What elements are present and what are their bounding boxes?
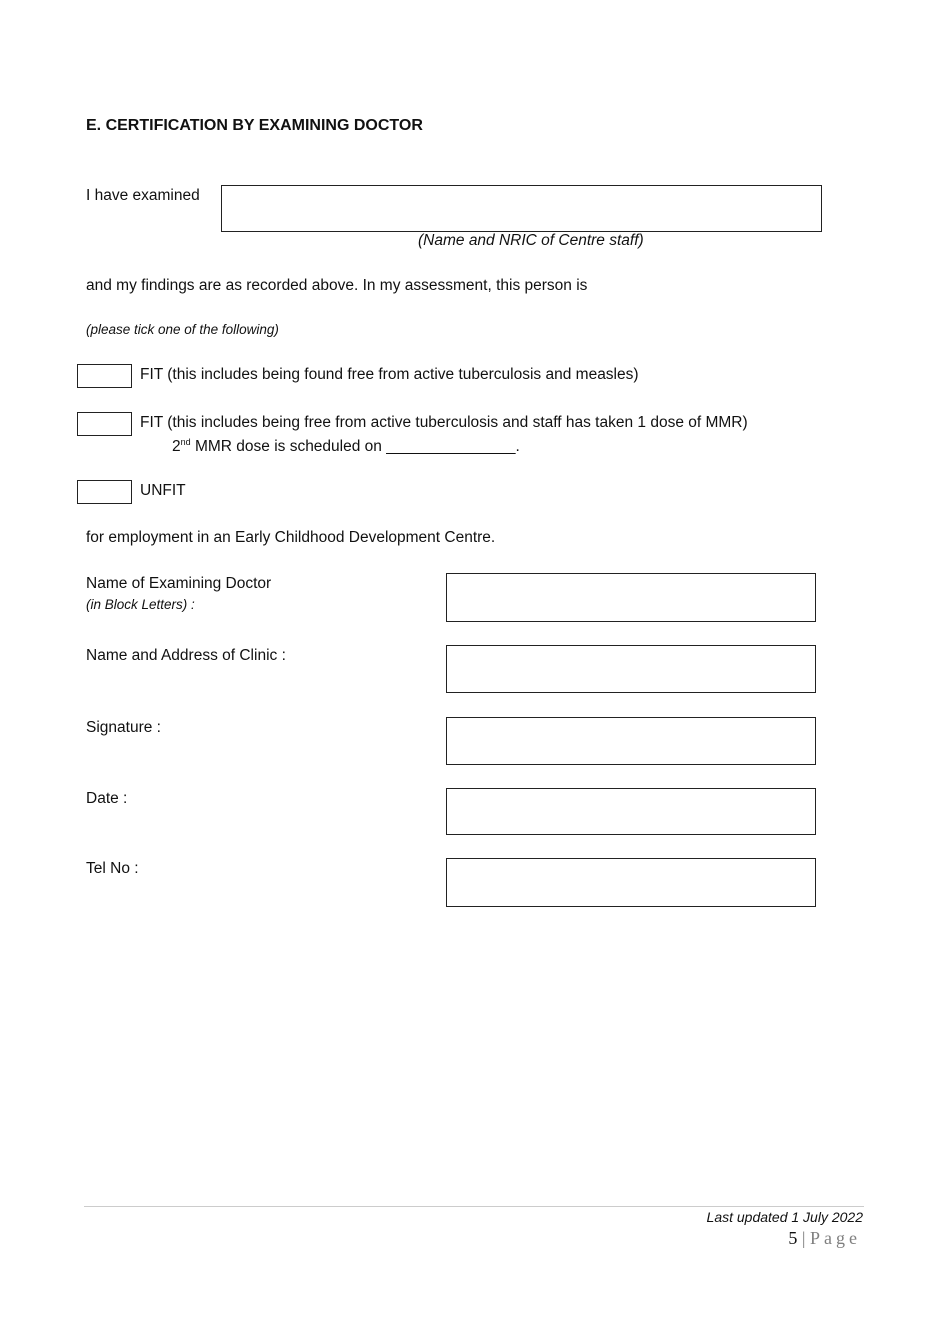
last-updated: Last updated 1 July 2022 [706, 1209, 863, 1225]
tick-instruction: (please tick one of the following) [86, 322, 279, 337]
mmr-schedule-text: MMR dose is scheduled on _______________. [190, 438, 520, 455]
examined-name-input[interactable] [221, 185, 822, 232]
date-input[interactable] [446, 788, 816, 835]
fit-mmr-label: FIT (this includes being free from active tuberculosis and staff has taken 1 dose of MMR) [140, 414, 748, 431]
date-label: Date : [86, 790, 128, 807]
mmr-dose-suffix: nd [180, 436, 191, 447]
page-separator: | [797, 1228, 810, 1248]
page-word: Page [810, 1228, 861, 1248]
signature-input[interactable] [446, 717, 816, 765]
tel-input[interactable] [446, 858, 816, 907]
page-number-value: 5 [788, 1228, 798, 1248]
unfit-label: UNFIT [140, 482, 186, 499]
page-number [788, 1228, 861, 1249]
fit-measles-checkbox[interactable] [77, 364, 132, 388]
findings-text: and my findings are as recorded above. In my assessment, this person is [86, 277, 588, 294]
examined-label: I have examined [86, 187, 200, 204]
doctor-name-input[interactable] [446, 573, 816, 622]
doctor-name-sublabel: (in Block Letters) : [86, 597, 195, 612]
clinic-label: Name and Address of Clinic : [86, 647, 286, 664]
unfit-checkbox[interactable] [77, 480, 132, 504]
doctor-name-label: Name of Examining Doctor [86, 575, 272, 592]
tel-label: Tel No : [86, 860, 139, 877]
fit-measles-label: FIT (this includes being found free from active tuberculosis and measles) [140, 366, 639, 383]
footer-divider [84, 1206, 864, 1207]
section-title: E. CERTIFICATION BY EXAMINING DOCTOR [86, 117, 423, 134]
employment-text: for employment in an Early Childhood Development Centre. [86, 529, 496, 546]
mmr-dose-number: 2 [172, 438, 181, 455]
mmr-schedule-line [172, 438, 520, 456]
clinic-input[interactable] [446, 645, 816, 693]
fit-mmr-checkbox[interactable] [77, 412, 132, 436]
signature-label: Signature : [86, 719, 161, 736]
examined-caption: (Name and NRIC of Centre staff) [418, 232, 644, 249]
